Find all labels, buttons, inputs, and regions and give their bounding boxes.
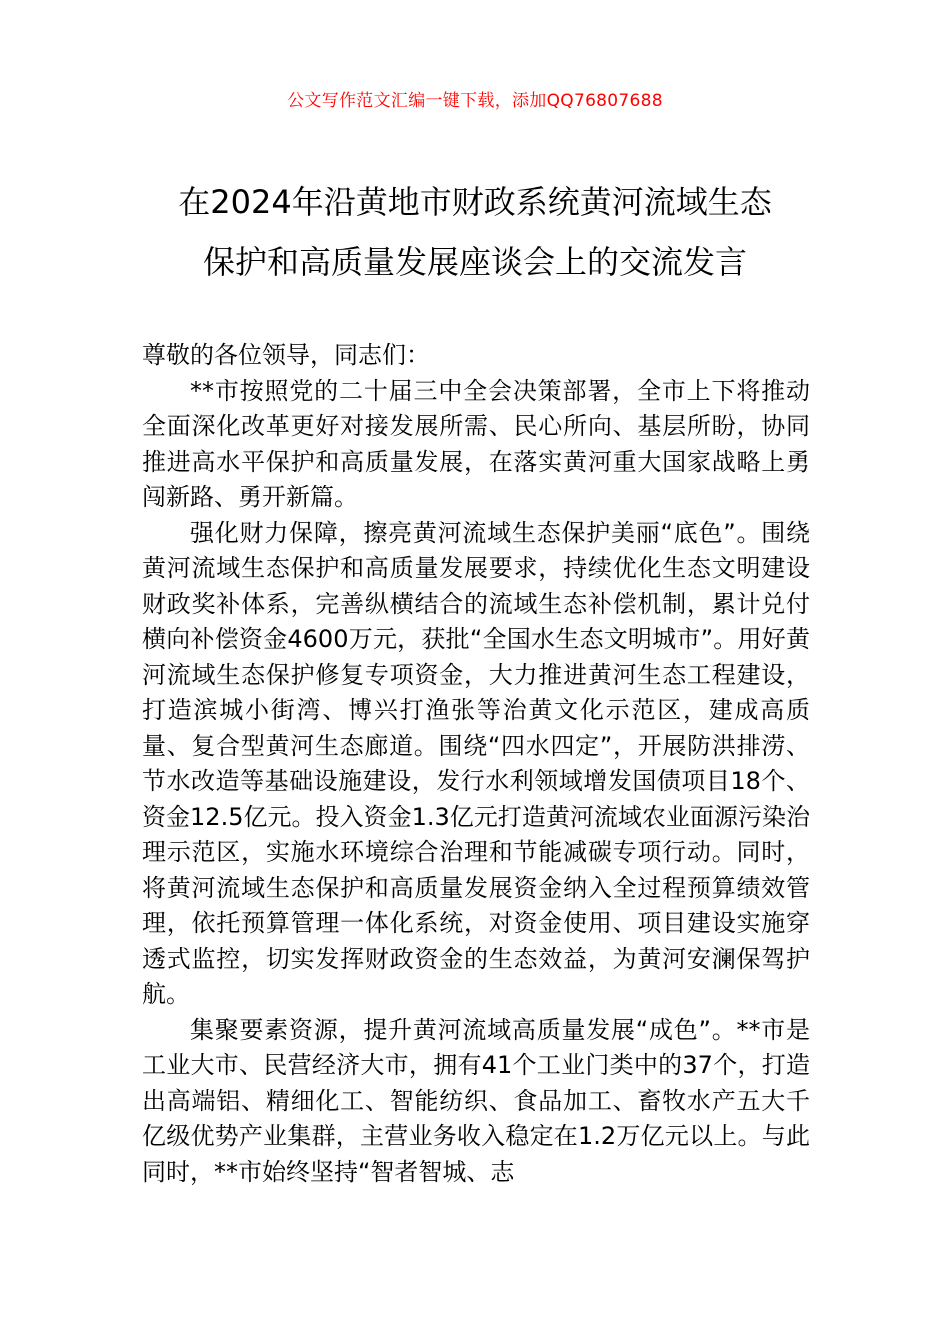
paragraph-financial-guarantee: 强化财力保障，擦亮黄河流域生态保护美丽“底色”。围绕黄河流域生态保护和高质量发展要求，持续优化生态文明建设财政奖补体系，完善纵横结合的流域生态补偿机制，累计兑付横向补偿资金4600万元，获批“全国水生态文明城市”。用好黄河流域生态保护修复专项资金，大力推进黄河生态工程建设，打造滨城小街湾、博兴打渔张等治黄文化示范区，建成高质量、复合型黄河生态廊道。围绕“四水四定”，开展防洪排涝、节水改造等基础设施建设，发行水利领域增发国债项目18个、资金12.5亿元。投入资金1.3亿元打造黄河流域农业面源污染治理示范区，实施水环境综合治理和节能减碳专项行动。同时，将黄河流域生态保护和高质量发展资金纳入全过程预算绩效管理，依托预算管理一体化系统，对资金使用、项目建设实施穿透式监控，切实发挥财政资金的生态效益，为黄河安澜保驾护航。 xyxy=(142,518,810,1008)
title-line-2: 保护和高质量发展座谈会上的交流发言 xyxy=(202,243,747,281)
paragraph-intro: **市按照党的二十届三中全会决策部署，全市上下将推动全面深化改革更好对接发展所需、民心所向、基层所盼，协同推进高水平保护和高质量发展，在落实黄河重大国家战略上勇闯新路、勇开新篇。 xyxy=(142,376,810,511)
document-title xyxy=(60,172,890,292)
download-promo-note: 公文写作范文汇编一键下载，添加QQ76807688 xyxy=(287,91,663,111)
paragraph-resource-gathering: 集聚要素资源，提升黄河流域高质量发展“成色”。**市是工业大市、民营经济大市，拥有41个工业门类中的37个，打造出高端铝、精细化工、智能纺织、食品加工、畜牧水产五大千亿级优势产业集群，主营业务收入稳定在1.2万亿元以上。与此同时，**市始终坚持“智者智城、志 xyxy=(142,1015,810,1186)
document-body xyxy=(142,338,810,1190)
salutation: 尊敬的各位领导，同志们： xyxy=(142,341,430,369)
title-line-1: 在2024年沿黄地市财政系统黄河流域生态 xyxy=(178,183,772,221)
